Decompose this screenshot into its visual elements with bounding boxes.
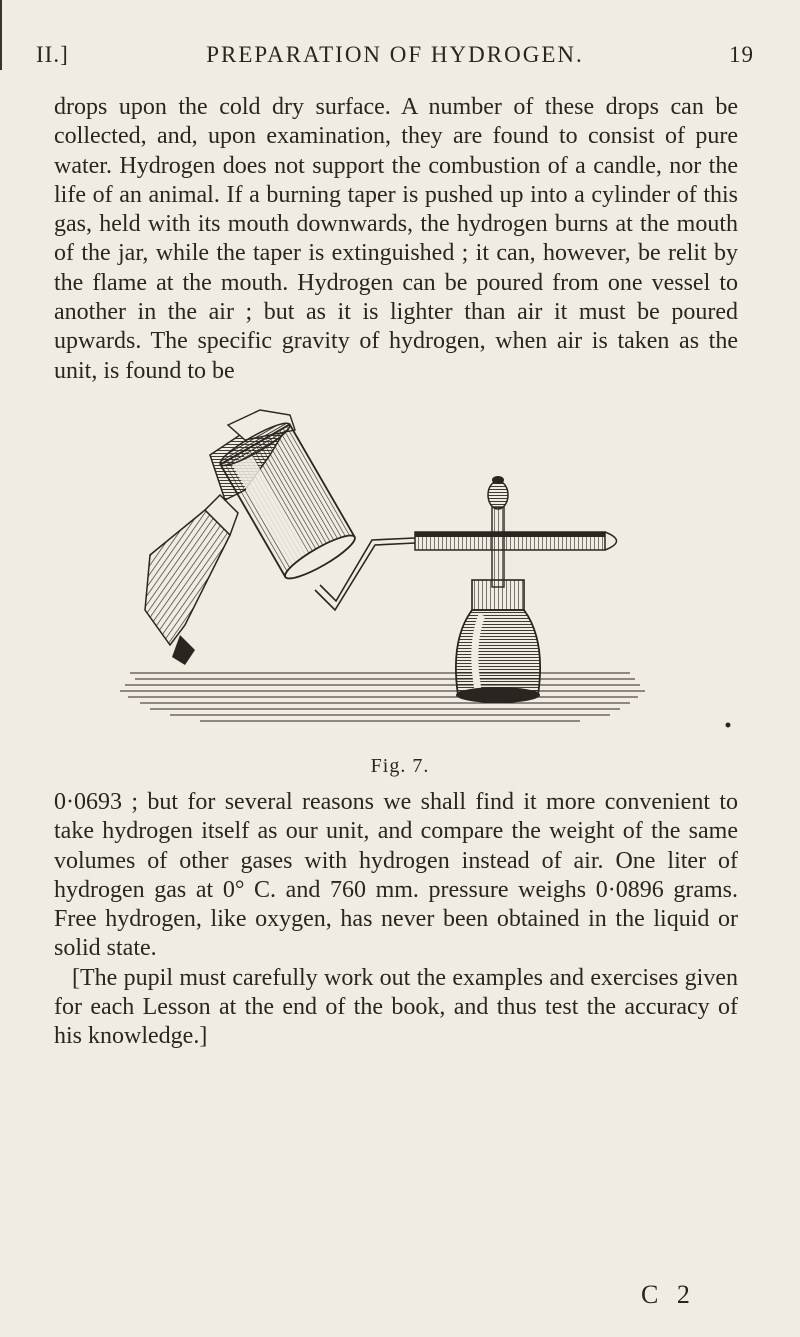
paragraph-hydrogen-properties: drops upon the cold dry surface. A number of these drops can be collected, and, upon examination, they are found to consist of pure water. Hydrogen does not support the combustion of a candle, nor the life of an animal. If a burning taper is pushed up into a cylinder of this gas, held with its mouth downwards, the hydrogen burns at the mouth of the jar, while the taper is extinguished ; it can, however, be relit by the flame at the mouth. Hydrogen can be poured from one vessel to another in the air ; but as it is lighter than air it must be poured upwards. The specific gravity of hydrogen, when air is taken as the unit, is found to be [54, 94, 738, 384]
paragraph-specific-gravity: 0·0693 ; but for several reasons we shall find it more convenient to take hydrogen itself as our unit, and compare the weight of the same volumes of other gases with hydrogen instead of air. One liter of hydrogen gas at 0° C. and 760 mm. pressure weighs 0·0896 grams. Free hydrogen, like oxygen, has never been obtained in the liquid or solid state. [54, 789, 738, 962]
page-title: PREPARATION OF HYDROGEN. [206, 42, 584, 67]
page-number: 19 [729, 42, 754, 67]
stray-mark [726, 723, 731, 728]
signature-mark: C 2 [641, 1280, 696, 1309]
flask [456, 580, 540, 703]
figure-hydrogen-pouring [110, 395, 750, 755]
paragraph-pupil-note: [The pupil must carefully work out the examples and exercises given for each Lesson at the end of the book, and thus test the accuracy of his knowledge.] [54, 964, 738, 1050]
section-marker: II.] [36, 42, 69, 67]
body-text-continued [54, 788, 738, 1052]
running-head [36, 42, 754, 74]
table-surface [120, 673, 645, 721]
page-edge-rule [0, 0, 2, 70]
sleeve-and-arm [145, 495, 238, 665]
figure-caption: Fig. 7. [370, 755, 430, 777]
horizontal-tube [415, 532, 617, 550]
